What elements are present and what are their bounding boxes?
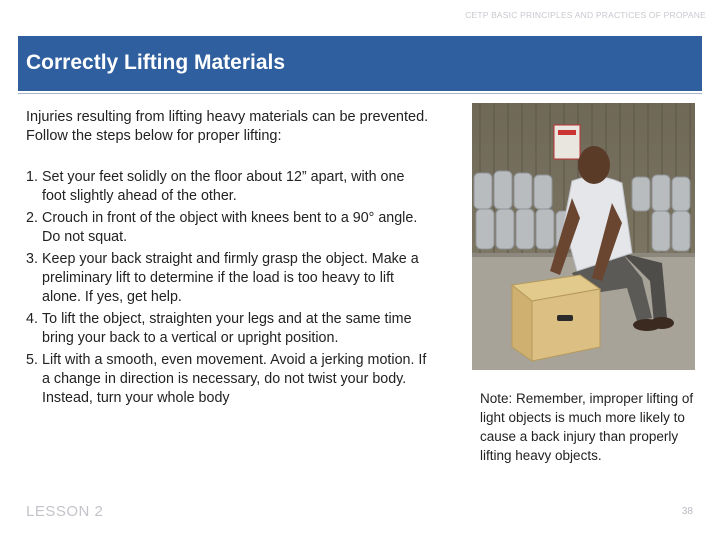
step-number: 2. <box>26 210 38 226</box>
slide-title: Correctly Lifting Materials <box>26 51 286 74</box>
intro-emphasis: Follow the steps below for proper lifting: <box>26 128 282 144</box>
intro-paragraph <box>26 108 456 146</box>
list-item <box>26 209 431 247</box>
list-item <box>26 168 431 206</box>
step-text: Lift with a smooth, even movement. Avoid a jerking motion. If a change in direction is necessary, do not twist your body. Instead, turn your whole body <box>42 352 427 406</box>
step-number: 5. <box>26 352 38 368</box>
list-item <box>26 250 431 307</box>
step-text: Set your feet solidly on the floor about 12” apart, with one foot slightly ahead of the other. <box>42 169 405 204</box>
list-item <box>26 351 431 408</box>
step-number: 3. <box>26 251 38 267</box>
step-text: Crouch in front of the object with knees bent to a 90° angle. Do not squat. <box>42 210 418 245</box>
step-text: Keep your back straight and firmly grasp the object. Make a preliminary lift to determine if the load is too heavy to lift alone. If yes, get help. <box>42 251 419 305</box>
lesson-label: LESSON 2 <box>26 503 104 520</box>
step-number: 4. <box>26 311 38 327</box>
lifting-steps-list <box>26 168 431 411</box>
title-banner <box>18 36 702 91</box>
list-item <box>26 310 431 348</box>
step-text: To lift the object, straighten your legs and at the same time bring your back to a vertical or upright position. <box>42 311 412 346</box>
lifting-illustration <box>472 103 695 370</box>
course-title: CETP BASIC PRINCIPLES AND PRACTICES OF PROPANE <box>465 10 706 20</box>
step-number: 1. <box>26 169 38 185</box>
lifting-photo <box>472 103 695 370</box>
page-number: 38 <box>681 506 693 517</box>
intro-text: Injuries resulting from lifting heavy materials can be prevented. <box>26 109 429 125</box>
note-text: Note: Remember, improper lifting of light objects is much more likely to cause a back injury than properly lifting heavy objects. <box>480 391 694 463</box>
